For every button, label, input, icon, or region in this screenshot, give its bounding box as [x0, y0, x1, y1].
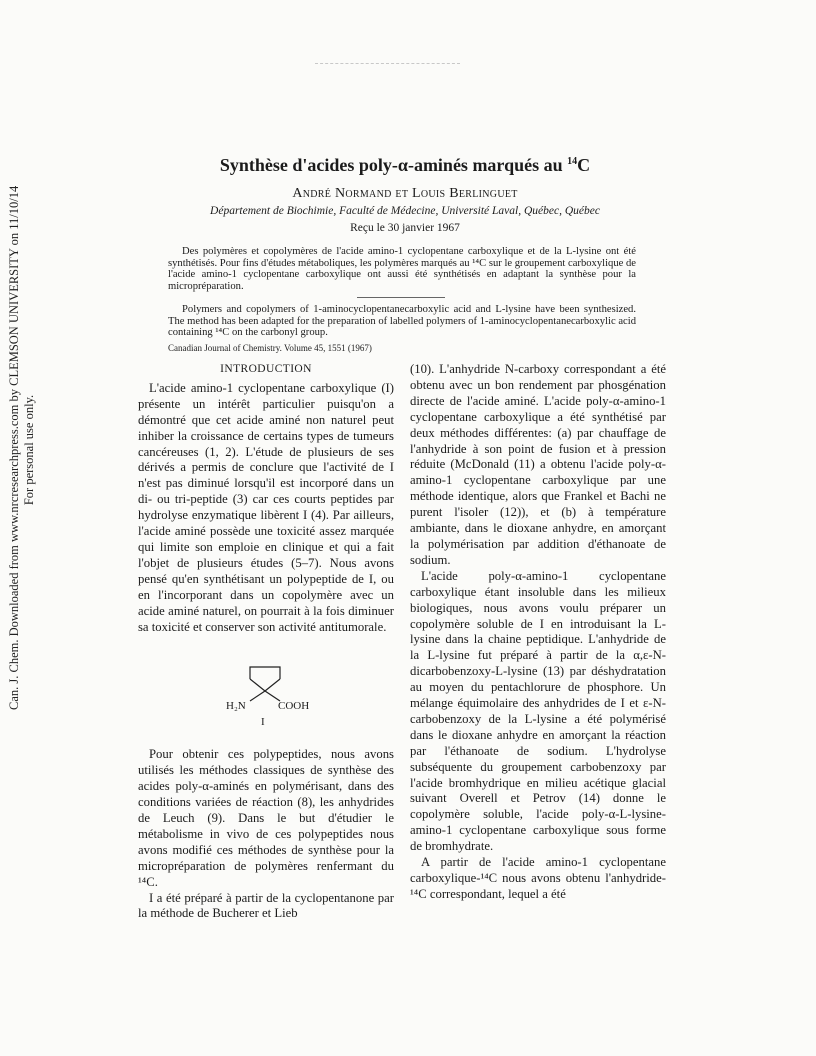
cyclopentane-ring-drawing [138, 657, 394, 729]
chemical-structure-I [138, 657, 394, 729]
left-column [138, 362, 394, 922]
article-title [140, 155, 670, 176]
abstract-english: Polymers and copolymers of 1-aminocyclopentanecarboxylic acid and L-lysine have been synthesized. The method has been adapted for the preparation of labelled polymers of 1-aminocyclopentanecarboxylic acid containing ¹⁴C on the carbonyl group. [168, 304, 636, 339]
abstract-divider [357, 297, 445, 298]
intro-paragraph-1: L'acide amino-1 cyclopentane carboxylique (I) présente un intérêt particulier puisqu'on a démontré que cet acide aminé non naturel peut inhiber la croissance de certains types de tumeurs cancéreuses (1, 2). L'étude de plusieurs de ses dérivés a permis de conclure que l'activité de I n'est pas diminué lorsqu'il est incorporé dans un di- ou tri-peptide (3) car ces courts peptides par hydrolyse enzymatique libèrent I (4). Par ailleurs, l'acide aminé possède une toxicité assez marquée qui limite son emploie en clinique et qui a fait l'objet de plusieurs études (5–7). Nous avons pensé qu'en synthétisant un polypeptide de I, ou en l'incorporant dans un copolymère avec un acide aminé naturel, on pourrait à la fois diminuer sa toxicité et conserver son activité antitumorale. [138, 380, 394, 634]
compound-label: I [261, 716, 265, 729]
author-affiliation: Département de Biochimie, Faculté de Médecine, Université Laval, Québec, Québec [210, 205, 600, 217]
download-watermark [2, 185, 42, 710]
title-element: C [577, 155, 591, 175]
carboxyl-group-label: COOH [278, 700, 310, 713]
intro-paragraph-3: I a été préparé à partir de la cyclopentanone par la méthode de Bucherer et Lieb [138, 890, 394, 921]
article-authors: André Normand et Louis Berlinguet [292, 186, 518, 201]
right-column [410, 362, 666, 903]
received-date: Reçu le 30 janvier 1967 [350, 222, 460, 234]
download-source-line: Can. J. Chem. Downloaded from www.nrcresearchpress.com by CLEMSON UNIVERSITY on 11/10/14 [7, 185, 21, 710]
section-heading-introduction: INTRODUCTION [220, 363, 312, 375]
title-text: Synthèse d'acides poly-α-aminés marqués au [219, 155, 568, 175]
amine-group-label: H₂N [226, 700, 246, 713]
page-header-rule [315, 63, 460, 64]
personal-use-line: For personal use only. [22, 394, 36, 506]
intro-paragraph-2: Pour obtenir ces polypeptides, nous avons utilisés les méthodes classiques de synthèse des acides poly-α-aminés en polymérisant, dans des conditions variées de réaction (8), les anhydrides de Leuch (9). Dans le but d'étudier le métabolisme in vivo de ces polypeptides nous avons modifié ces méthodes de synthèse pour la micropréparation de polymères renfermant du ¹⁴C. [138, 747, 394, 889]
download-notice [7, 185, 37, 710]
journal-citation: Canadian Journal of Chemistry. Volume 45, 1551 (1967) [168, 343, 372, 353]
title-isotope-superscript: 14 [567, 156, 578, 167]
right-paragraph-3: A partir de l'acide amino-1 cyclopentane carboxylique-¹⁴C nous avons obtenu l'anhydride-¹⁴C correspondant, lequel a été [410, 855, 666, 901]
right-paragraph-1: (10). L'anhydride N-carboxy correspondant a été obtenu avec un bon rendement par phosgénation directe de l'acide aminé. L'acide poly-α-amino-1 cyclopentane carboxylique a été synthétisé par deux méthodes différentes: (a) par chauffage de l'anhydride à son point de fusion et à pression réduite (McDonald (11) a obtenu l'acide poly-α-amino-1 cyclopentane carboxylique par une méthode identique, alors que Frankel et Bachi ne purent l'isoler (12)), et (b) à température ambiante, dans le dioxane anhydre, en amorçant la polymérisation par addition d'éthanoate de sodium. [410, 362, 666, 567]
right-paragraph-2: L'acide poly-α-amino-1 cyclopentane carboxylique étant insoluble dans les milieux biologiques, nous avons voulu préparer un copolymère soluble de I en introduisant la L-lysine dans la chaine peptidique. L'anhydride de la L-lysine fut préparé à partir de la α,ε-N-dicarbobenzoxy-L-lysine (13) par déshydratation au moyen du pentachlorure de phosphore. Un mélange équimolaire des anhydrides de I et ε-N-carbobenzoxy de la L-lysine a été polymérisé dans le dioxane anhydre en amorçant la réaction par l'éthanoate de sodium. L'hydrolyse subséquente du groupement carbobenzoxy par l'acide bromhydrique en milieu acétique glacial suivant Overell et Petrov (14) donne le copolymère soluble, l'acide poly-α-L-lysine-amino-1 cyclopentane carboxylique sous forme de bromhydrate. [410, 568, 666, 854]
abstract-french: Des polymères et copolymères de l'acide amino-1 cyclopentane carboxylique et de la L-lysine ont été synthétisés. Pour fins d'études métaboliques, les polymères marqués au ¹⁴C sur le groupement carboxylique de l'acide amino-1 cyclopentane carboxylique ont aussi été synthétisés en adaptant la synthèse pour la micropréparation. [168, 246, 636, 292]
